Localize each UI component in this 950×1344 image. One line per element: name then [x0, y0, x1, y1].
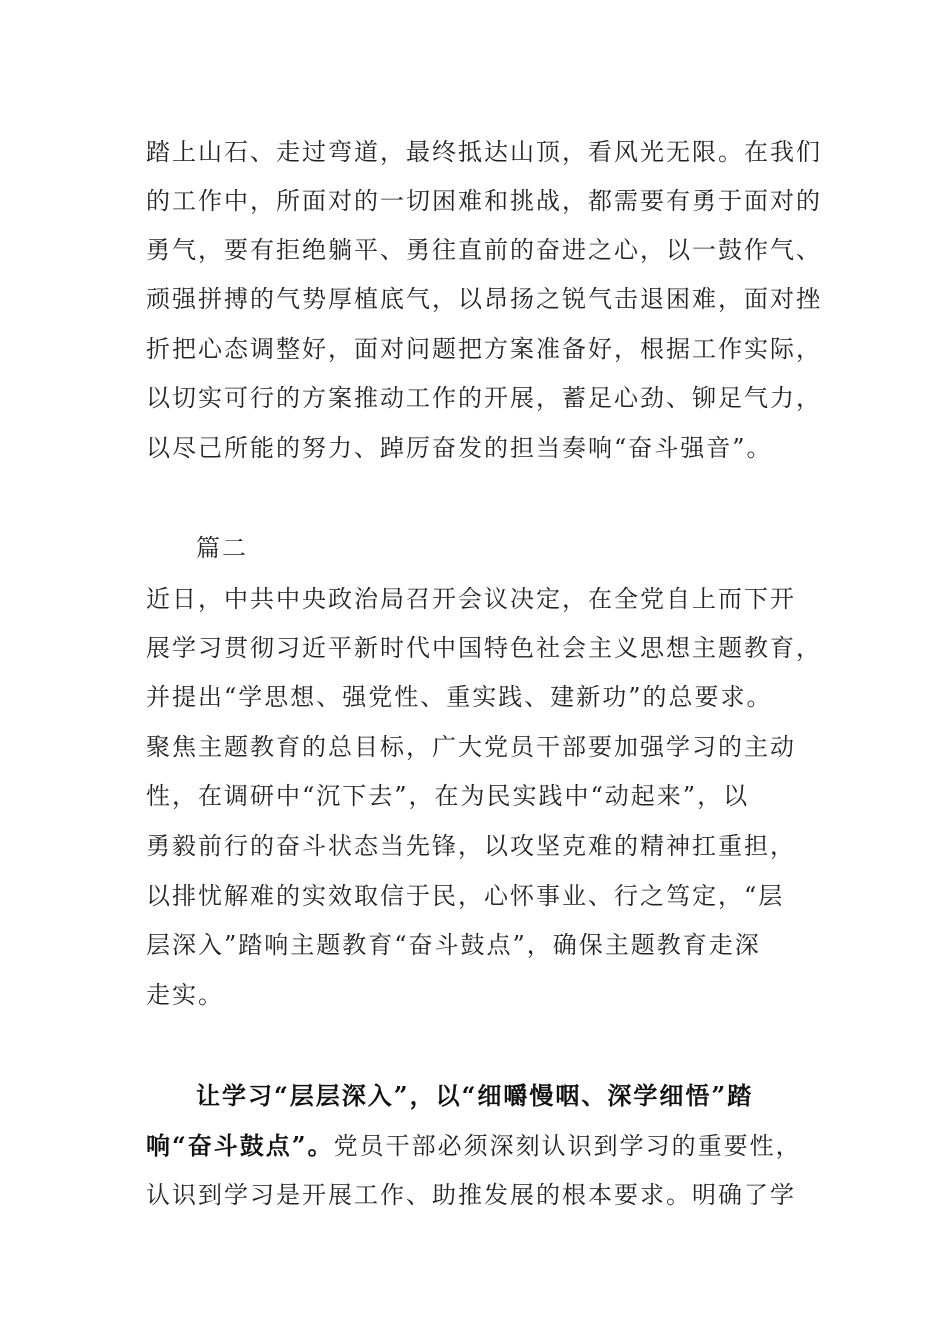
paragraph-line: 折把心态调整好，面对问题把方案准备好，根据工作实际，	[146, 335, 822, 363]
paragraph-line	[146, 1121, 816, 1171]
paragraph-text: 党员干部必须深刻认识到学习的重要性，	[333, 1132, 802, 1160]
paragraph-line: 以尽己所能的努力、踔厉奋发的担当奏响“奋斗强音”。	[146, 434, 773, 462]
paragraph-line: 并提出“学思想、强党性、重实践、建新功”的总要求。	[146, 683, 773, 711]
bold-lead-sentence: 让学习“层层深入”，以“细嚼慢咽、深学细悟”踏	[196, 1081, 754, 1110]
paragraph-line: 踏上山石、走过弯道，最终抵达山顶，看风光无限。在我们	[146, 138, 822, 166]
section-heading: 篇二	[196, 534, 248, 562]
paragraph-line: 勇气，要有拒绝躺平、勇往直前的奋进之心，以一鼓作气、	[146, 236, 822, 264]
paragraph-line: 性，在调研中“沉下去”，在为民实践中“动起来”，以	[146, 782, 750, 810]
paragraph-line: 聚焦主题教育的总目标，广大党员干部要加强学习的主动	[146, 733, 796, 761]
paragraph-line: 展学习贯彻习近平新时代中国特色社会主义思想主题教育，	[146, 634, 822, 662]
paragraph-line: 走实。	[146, 981, 224, 1009]
paragraph-line: 的工作中，所面对的一切困难和挑战，都需要有勇于面对的	[146, 187, 822, 215]
paragraph-line: 勇毅前行的奋斗状态当先锋，以攻坚克难的精神扛重担，	[146, 832, 796, 860]
paragraph-line: 层深入”踏响主题教育“奋斗鼓点”，确保主题教育走深	[146, 931, 761, 959]
bold-lead-sentence-end: 响“奋斗鼓点”。	[146, 1131, 334, 1160]
paragraph-line: 以切实可行的方案推动工作的开展，蓄足心劲、铆足气力，	[146, 384, 822, 412]
paragraph-line: 顽强拼搏的气势厚植底气，以昂扬之锐气击退困难，面对挫	[146, 285, 822, 313]
paragraph-line: 认识到学习是开展工作、助推发展的根本要求。明确了学	[146, 1181, 796, 1209]
paragraph-line: 近日，中共中央政治局召开会议决定，在全党自上而下开	[146, 585, 796, 613]
paragraph-line: 以排忧解难的实效取信于民，心怀事业、行之笃定，“层	[146, 882, 785, 910]
